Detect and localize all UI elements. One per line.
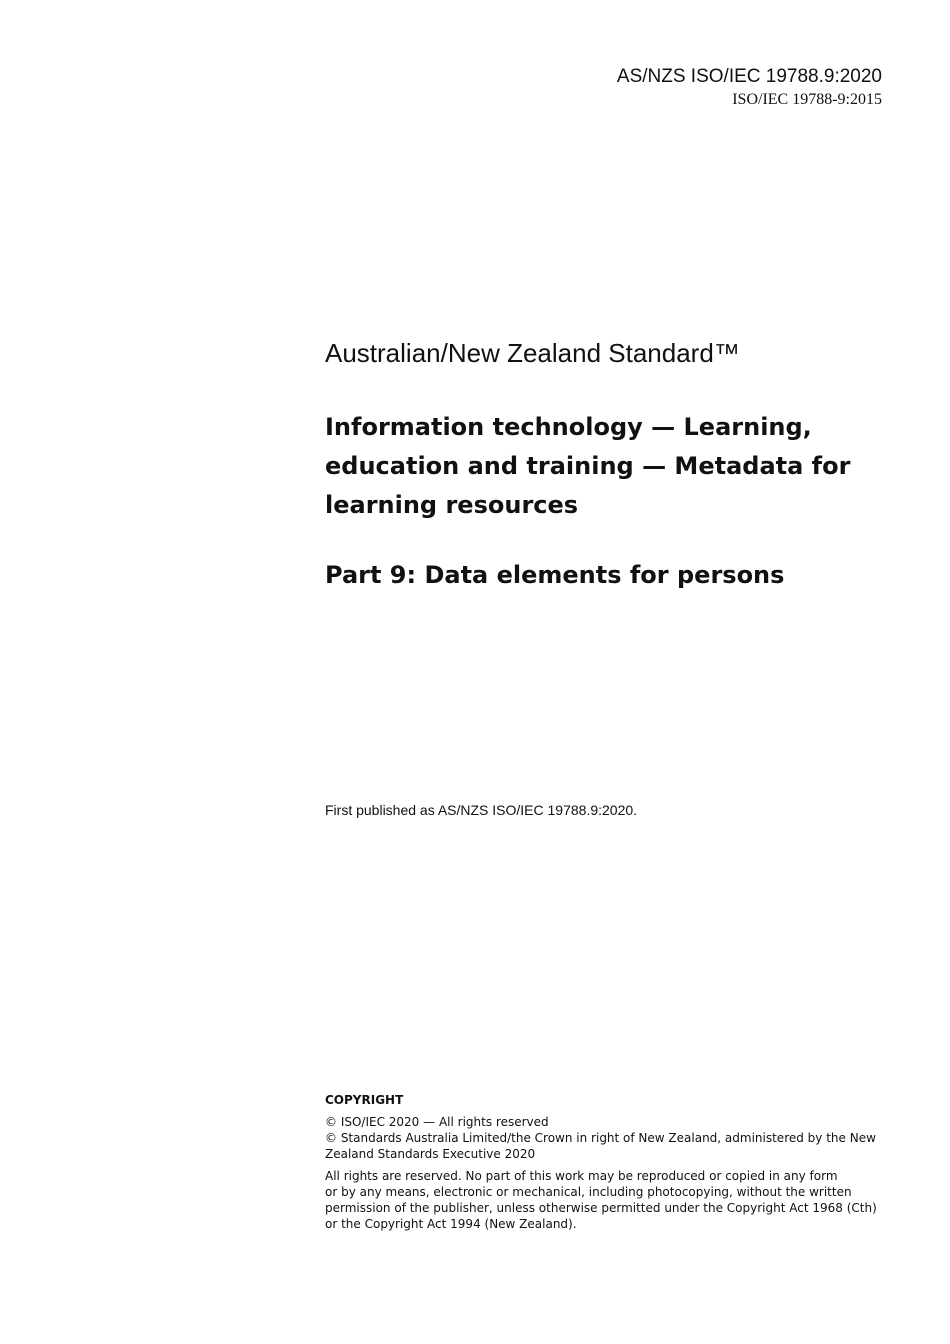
document-header	[617, 64, 882, 110]
copyright-block	[325, 1092, 885, 1232]
iso-number: ISO/IEC 19788-9:2015	[732, 91, 882, 108]
title-line-1: Information technology — Learning,	[325, 413, 812, 441]
copyright-heading: COPYRIGHT	[325, 1093, 404, 1107]
title-line-3: learning resources	[325, 491, 579, 519]
first-published-note: First published as AS/NZS ISO/IEC 19788.9:2020.	[325, 802, 638, 818]
title-block	[325, 336, 885, 591]
rights-line-1: All rights are reserved. No part of this work may be reproduced or copied in any form	[325, 1169, 838, 1183]
rights-line-2: or by any means, electronic or mechanical, including photocopying, without the written	[325, 1185, 852, 1199]
title-line-2: education and training — Metadata for	[325, 452, 851, 480]
part-title: Part 9: Data elements for persons	[325, 561, 785, 589]
rights-statement	[325, 1168, 885, 1232]
copyright-standards-australia-line: © Standards Australia Limited/the Crown in right of New Zealand, administered by the New Zealand Standards Executive 2020	[325, 1131, 876, 1161]
standard-number: AS/NZS ISO/IEC 19788.9:2020	[616, 66, 882, 87]
rights-line-3: permission of the publisher, unless otherwise permitted under the Copyright Act 1968 (Cth)	[325, 1201, 877, 1215]
document-title	[325, 408, 885, 525]
copyright-iso-line: © ISO/IEC 2020 — All rights reserved	[325, 1115, 549, 1129]
rights-line-4: or the Copyright Act 1994 (New Zealand).	[325, 1217, 577, 1231]
standard-type: Australian/New Zealand Standard™	[325, 338, 740, 368]
